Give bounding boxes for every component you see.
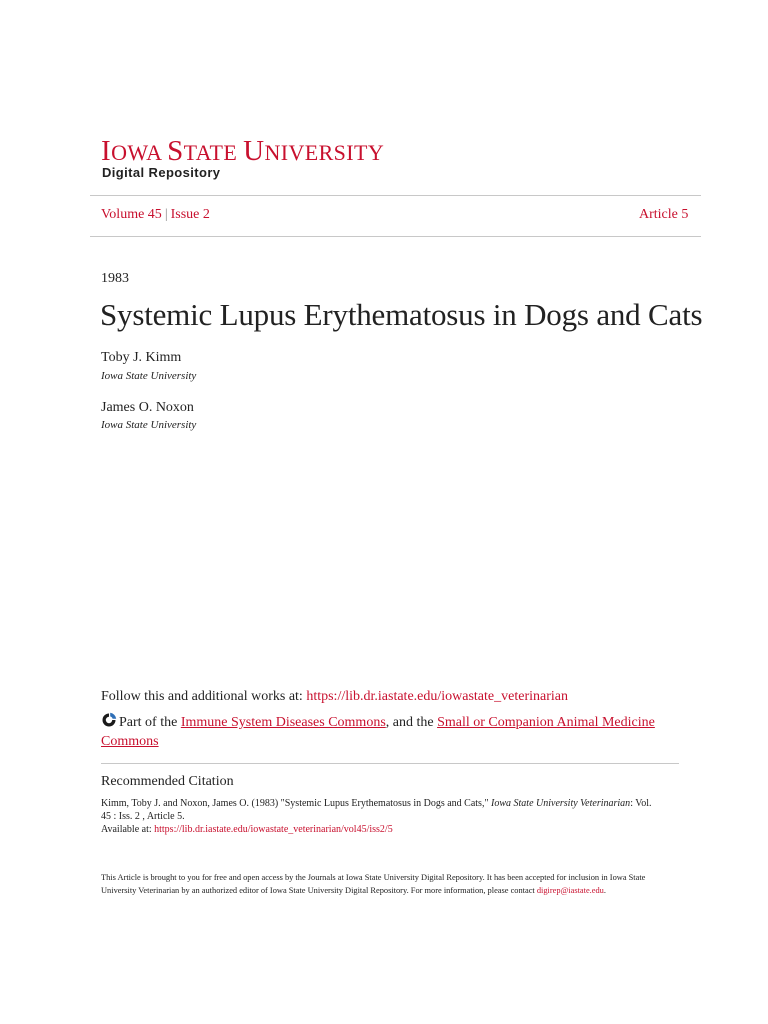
article-number-link[interactable]: Article 5 [639, 207, 689, 222]
part-of-middle: , and the [385, 715, 438, 730]
citation-text [101, 797, 691, 836]
notice-end: . [603, 886, 606, 895]
open-access-notice [101, 871, 681, 897]
logo-letter: U [243, 135, 265, 167]
header-rule-top [90, 195, 701, 196]
available-at-label: Available at: [101, 824, 155, 835]
citation-issue: 45 : Iss. 2 , Article 5. [101, 811, 185, 822]
notice-text: This Article is brought to you for free and open access by the Journals at Iowa State University Digital Repository. It has been accepted for inclusion in Iowa State University Veterinarian by an authorized editor of Iowa State University Digital Repository. For more information, please contact [101, 873, 646, 895]
author-affiliation: Iowa State University [101, 370, 197, 382]
logo-word: TATE [183, 140, 244, 165]
logo-letter: I [101, 135, 112, 167]
nav-separator: | [164, 207, 168, 222]
commons-icon [101, 712, 117, 728]
logo-subtitle: Digital Repository [102, 165, 221, 180]
university-logo-title [101, 136, 384, 168]
part-of-prefix: Part of the [119, 715, 181, 730]
contact-email-link[interactable]: digirep@iastate.edu [536, 886, 604, 895]
author-affiliation: Iowa State University [101, 419, 197, 431]
part-of-commons [101, 712, 681, 751]
publication-year: 1983 [101, 271, 129, 286]
logo-word: OWA [111, 140, 168, 165]
citation-authors: Kimm, Toby J. and Noxon, James O. (1983) "Systemic Lupus Erythematosus in Dogs and Cats," [101, 798, 492, 809]
author-name: James O. Noxon [101, 400, 194, 415]
header-rule-bottom [90, 236, 701, 237]
volume-link[interactable]: Volume 45 [101, 207, 162, 222]
citation-journal: Iowa State University Veterinarian [491, 798, 631, 809]
volume-issue-nav [101, 207, 210, 223]
immune-system-commons-link[interactable]: Immune System Diseases Commons [180, 715, 386, 730]
citation-url-link[interactable]: https://lib.dr.iastate.edu/iowastate_veterinarian/vol45/iss2/5 [154, 824, 393, 835]
issue-link[interactable]: Issue 2 [170, 207, 210, 222]
article-title: Systemic Lupus Erythematosus in Dogs and Cats [100, 297, 703, 332]
logo-letter: S [167, 135, 184, 167]
small-animal-medicine-link-cont[interactable]: Commons [101, 734, 159, 749]
logo-word: NIVERSITY [264, 140, 385, 165]
follow-text: Follow this and additional works at: [101, 689, 307, 704]
small-animal-medicine-link[interactable]: Small or Companion Animal Medicine [437, 715, 655, 730]
recommended-citation-heading: Recommended Citation [101, 774, 234, 789]
citation-vol-label: : Vol. [630, 798, 652, 809]
author-name: Toby J. Kimm [101, 350, 182, 365]
repository-url-link[interactable]: https://lib.dr.iastate.edu/iowastate_veterinarian [306, 689, 568, 704]
citation-rule [101, 763, 679, 764]
follow-line [101, 689, 568, 705]
